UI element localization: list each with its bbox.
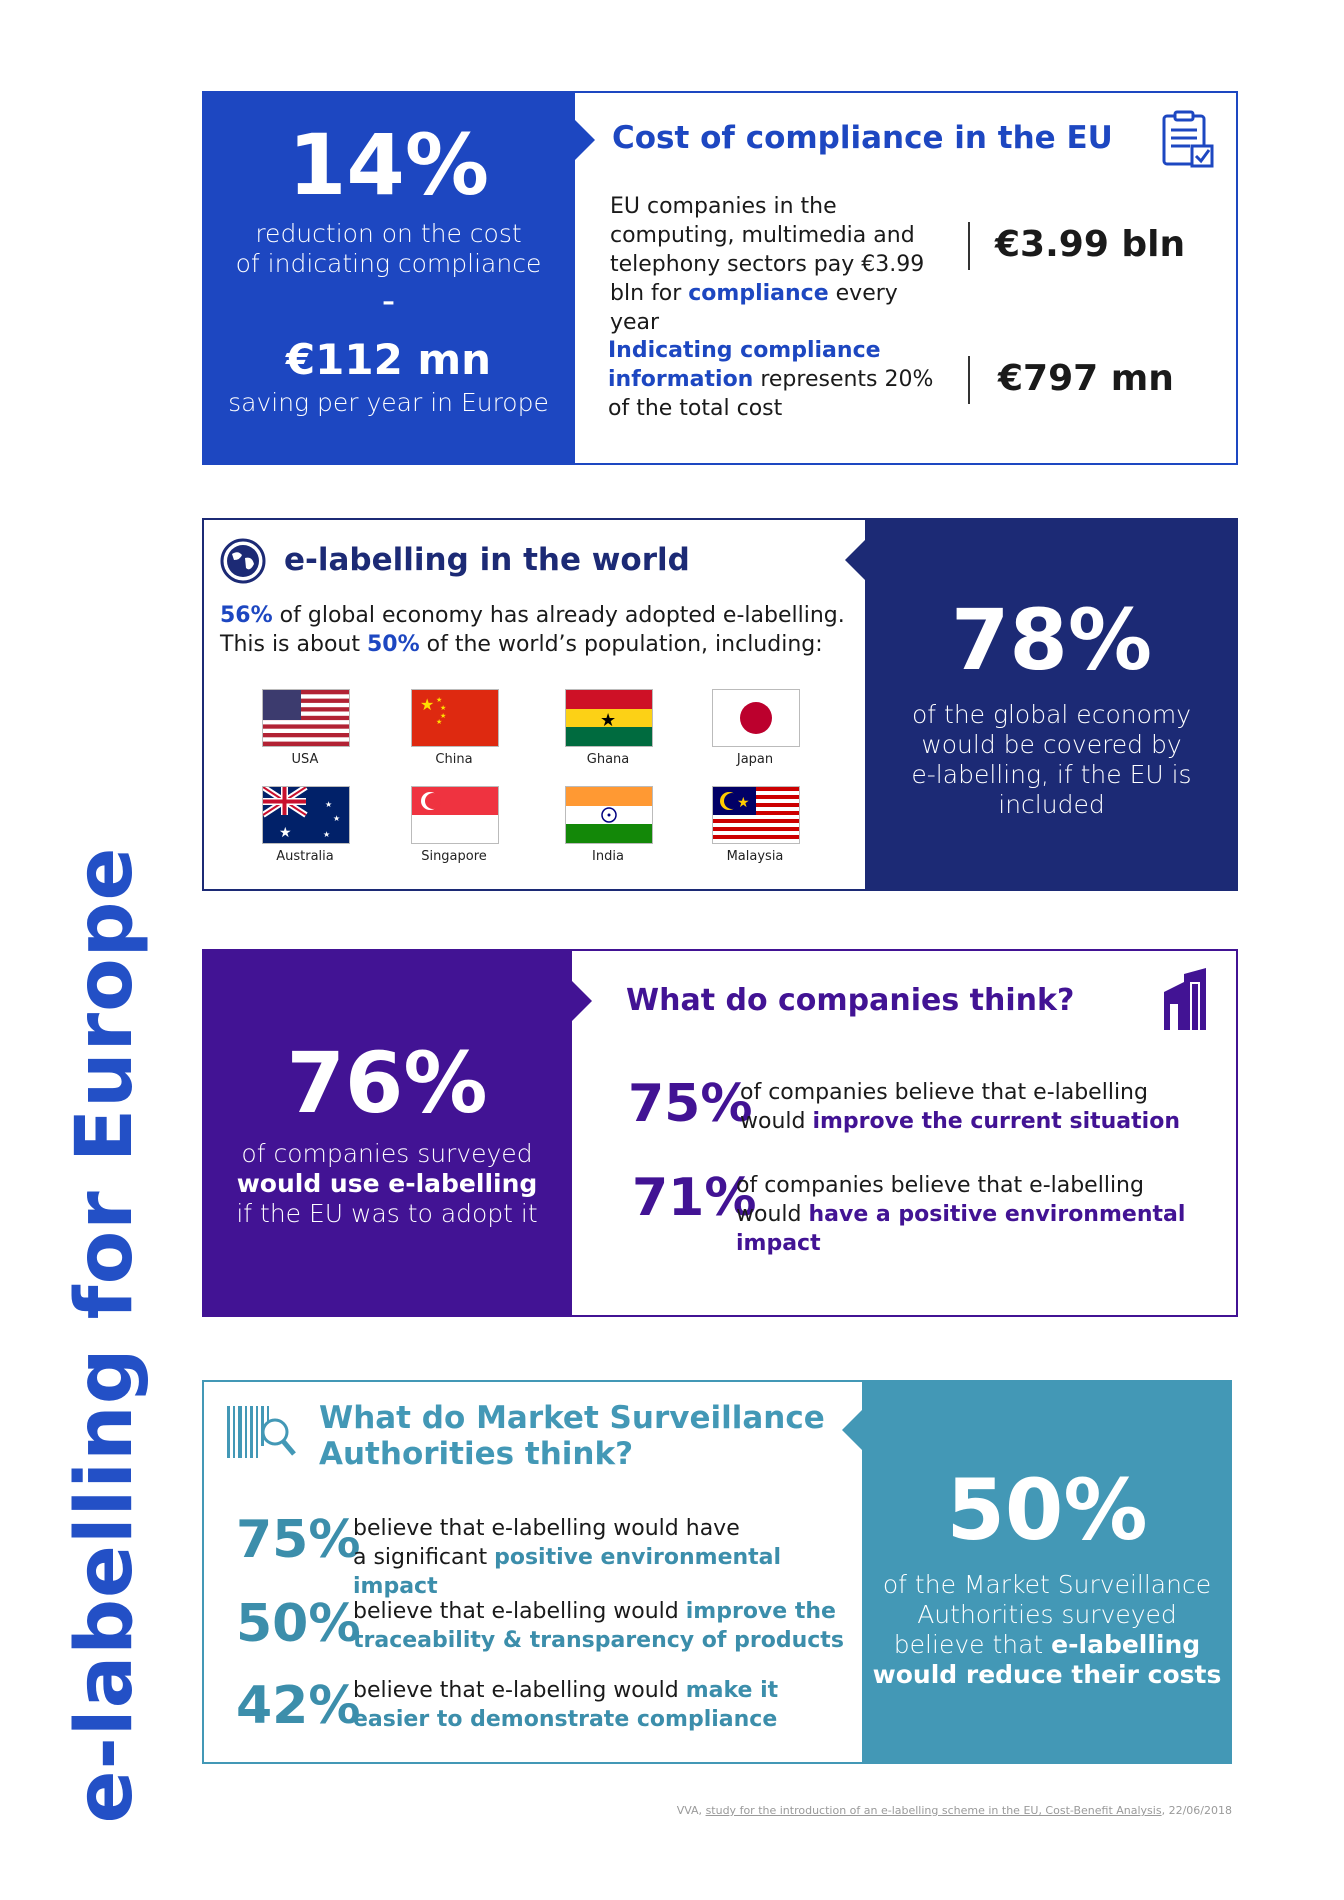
- svg-text:★: ★: [440, 704, 447, 712]
- msa-costs-caption-3: believe that e-labelling: [893, 1630, 1201, 1659]
- row1-line4: bln for compliance every year: [610, 281, 898, 335]
- checklist-icon: [1160, 110, 1216, 168]
- section4-title: [319, 1400, 825, 1472]
- svg-text:★: ★: [323, 830, 331, 839]
- flag-australia: [262, 786, 350, 844]
- global-coverage-panel: [865, 518, 1238, 891]
- flag-label-japan: Japan: [736, 752, 774, 767]
- buildings-icon: [1162, 968, 1208, 1032]
- cost-reduction-percent: 14%: [287, 116, 490, 214]
- row2-value: €797 mn: [998, 358, 1174, 399]
- section1-title: Cost of compliance in the EU: [612, 120, 1113, 156]
- msa-costs-caption-4: would reduce their costs: [872, 1660, 1222, 1689]
- section3-title: What do companies think?: [626, 983, 1075, 1018]
- section4-title-line2: Authorities think?: [319, 1436, 634, 1472]
- svg-text:★: ★: [600, 710, 617, 731]
- flag-label-china: China: [435, 752, 473, 767]
- flag-malaysia: [712, 786, 800, 844]
- svg-text:★: ★: [325, 800, 333, 809]
- divider-1: [968, 222, 970, 270]
- companies-adoption-caption-3: if the EU was to adopt it: [236, 1199, 538, 1228]
- side-title-text: e-labelling for Europe: [60, 846, 150, 1824]
- svg-text:★: ★: [279, 825, 292, 841]
- msa-costs-caption-2: Authorities surveyed: [917, 1600, 1177, 1629]
- row1-value: €3.99 bln: [995, 224, 1186, 265]
- cost-reduction-panel: [202, 91, 575, 465]
- companies-stat-1-percent: 75%: [628, 1074, 753, 1134]
- svg-text:★: ★: [737, 795, 750, 811]
- globe-icon: [220, 538, 266, 584]
- world-intro-line2: This is about 50% of the world’s population, including:: [220, 632, 823, 657]
- cost-reduction-caption-1: reduction on the cost: [255, 219, 522, 248]
- dash: –: [382, 287, 395, 316]
- global-coverage-caption-4: included: [998, 790, 1105, 819]
- flag-india: [565, 786, 653, 844]
- flag-label-malaysia: Malaysia: [726, 849, 784, 864]
- global-coverage-caption-2: would be covered by: [921, 730, 1182, 759]
- divider-2: [968, 356, 970, 404]
- global-coverage-caption-3: e-labelling, if the EU is: [911, 760, 1192, 789]
- svg-text:★: ★: [436, 696, 443, 704]
- msa-stat-3-text: believe that e-labelling would make it easier to demonstrate compliance: [353, 1678, 779, 1732]
- arrow-pointer: [575, 120, 595, 160]
- row1-line1: EU companies in the: [610, 194, 837, 219]
- msa-stat-1-text: believe that e-labelling would have a significant positive environmental impact: [353, 1516, 782, 1599]
- companies-adoption-percent: 76%: [286, 1034, 488, 1132]
- cost-reduction-caption-2: of indicating compliance: [235, 249, 542, 278]
- arrow-pointer: [572, 981, 592, 1021]
- msa-stat-3-percent: 42%: [236, 1676, 361, 1736]
- row1-line3: telephony sectors pay €3.99: [610, 252, 925, 277]
- saving-caption: saving per year in Europe: [228, 388, 549, 417]
- msa-costs-caption-1: of the Market Surveillance: [882, 1570, 1212, 1599]
- row2-line2: information represents 20%: [608, 367, 934, 392]
- svg-text:★: ★: [420, 695, 435, 714]
- msa-stat-2-percent: 50%: [236, 1594, 361, 1654]
- msa-costs-panel: [862, 1380, 1232, 1764]
- saving-value: €112 mn: [285, 335, 492, 384]
- section2-title: e-labelling in the world: [284, 542, 690, 578]
- side-title: [60, 846, 150, 1824]
- msa-stat-2-text: believe that e-labelling would improve the traceability & transparency of products: [353, 1599, 844, 1653]
- flag-japan: [712, 689, 800, 747]
- flag-singapore: [411, 786, 499, 844]
- companies-adoption-panel: [202, 949, 572, 1317]
- companies-adoption-caption-2: would use e-labelling: [236, 1169, 538, 1198]
- flag-usa: [262, 689, 350, 747]
- svg-text:★: ★: [436, 718, 443, 726]
- compliance-row-1-text: [610, 192, 950, 337]
- svg-text:★: ★: [333, 814, 341, 823]
- arrow-pointer: [845, 540, 865, 580]
- world-intro-line1: 56% of global economy has already adopted e-labelling.: [220, 603, 845, 628]
- row1-line2: computing, multimedia and: [610, 223, 915, 248]
- flag-label-singapore: Singapore: [421, 849, 487, 864]
- companies-stat-1-text: of companies believe that e-labelling would improve the current situation: [740, 1080, 1180, 1134]
- svg-text:★: ★: [440, 712, 447, 720]
- row2-line3: of the total cost: [608, 396, 783, 421]
- source-citation: VVA, study for the introduction of an e-labelling scheme in the EU, Cost-Benefit Analysis, 22/06/2018: [676, 1804, 1232, 1817]
- compliance-row-2-text: [608, 336, 948, 423]
- world-intro: [220, 601, 860, 659]
- row2-line1: Indicating compliance: [608, 338, 881, 363]
- flag-label-usa: USA: [291, 752, 319, 767]
- companies-stat-2-text: of companies believe that e-labelling would have a positive environmental impact: [736, 1173, 1186, 1256]
- companies-stat-2-percent: 71%: [632, 1168, 757, 1228]
- barcode-search-icon: [225, 1404, 297, 1460]
- msa-stat-1-percent: 75%: [236, 1510, 361, 1570]
- arrow-pointer: [842, 1410, 862, 1450]
- global-coverage-percent: 78%: [950, 591, 1153, 689]
- section4-title-line1: What do Market Surveillance: [319, 1400, 825, 1436]
- flag-label-ghana: Ghana: [586, 752, 630, 767]
- flag-label-australia: Australia: [276, 849, 334, 864]
- msa-costs-percent: 50%: [946, 1461, 1148, 1559]
- source-link[interactable]: study for the introduction of an e-labelling scheme in the EU, Cost-Benefit Analysis: [705, 1804, 1162, 1817]
- global-coverage-caption-1: of the global economy: [911, 700, 1192, 729]
- flag-label-india: India: [592, 849, 624, 864]
- flag-china: [411, 689, 499, 747]
- flag-ghana: [565, 689, 653, 747]
- companies-adoption-caption-1: of companies surveyed: [241, 1139, 533, 1168]
